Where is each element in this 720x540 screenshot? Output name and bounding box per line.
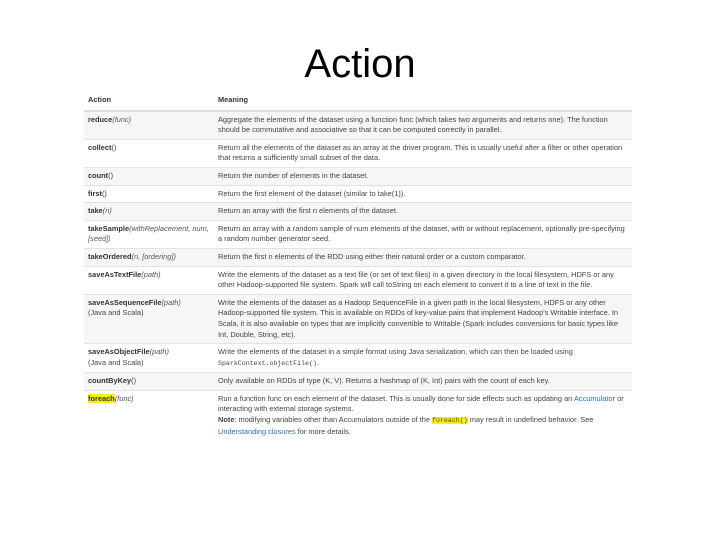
table-row [84,373,632,391]
action-cell [84,203,214,221]
meaning-cell: Aggregate the elements of the dataset using a function func (which takes two arguments and returns one). The function should be commutative and associative so that it can be computed correctly in parallel. [214,111,632,140]
meaning-cell [214,344,632,373]
table-row [84,220,632,248]
meaning-cell: Write the elements of the dataset as a Hadoop SequenceFile in a given path in the local filesystem, HDFS or any other Hadoop-supported file system. This is available on RDDs of key-value pairs that implement Hadoop's Writable interface. In Scala, it is also available on types that are implicitly convertible to Writable (Spark includes conversions for basic types like Int, Double, String, etc). [214,294,632,343]
function-name: saveAsObjectFile [88,347,150,357]
action-cell [84,111,214,140]
accumulator-link[interactable]: Accumulator [573,393,616,403]
function-name: take [88,206,103,216]
language-note: (Java and Scala) [88,357,144,367]
meaning-cell: Write the elements of the dataset as a text file (or set of text files) in a given directory in the local filesystem, HDFS or any other Hadoop-supported file system. Spark will call toString on each element to convert it to a line of text in the file. [214,266,632,294]
action-cell [84,220,214,248]
meaning-cell: Return all the elements of the dataset as an array at the driver program. This is usually useful after a filter or other operation that returns a sufficiently small subset of the data. [214,139,632,167]
language-note: (Java and Scala) [88,308,144,318]
action-cell [84,167,214,185]
action-cell [84,248,214,266]
function-args: () [108,170,114,180]
table-row [84,344,632,373]
function-name: reduce [88,114,113,124]
function-args: (path) [161,297,181,307]
table-row [84,390,632,440]
action-cell [84,185,214,203]
meaning-text: may result in undefined behavior. See [469,415,594,425]
understanding-closures-link[interactable]: Understanding closures [218,426,296,436]
meaning-cell: Return the first n elements of the RDD using either their natural order or a custom comparator. [214,248,632,266]
header-action: Action [84,90,214,111]
function-args: () [101,188,107,198]
table-row [84,167,632,185]
meaning-cell: Return the number of elements in the dataset. [214,167,632,185]
slide-title: Action [304,42,416,86]
function-name: count [88,170,109,180]
function-name: first [88,188,102,198]
function-args: (withReplacement, num, [seed]) [88,223,209,244]
table-header-row [84,90,632,111]
function-args: (n, [ordering]) [131,251,176,261]
table-row [84,139,632,167]
table-row [84,248,632,266]
meaning-text: : modifying variables other than Accumulators outside of the [234,415,430,425]
function-name: collect [88,142,112,152]
function-name: saveAsSequenceFile [88,297,162,307]
action-cell [84,294,214,343]
meaning-text: Run a function func on each element of the dataset. This is usually done for side effects such as updating an [218,393,573,403]
table-row [84,294,632,343]
spark-actions-table [84,90,632,440]
action-cell [84,373,214,391]
function-name-highlighted: foreach [88,393,115,403]
function-name: countByKey [88,376,132,386]
function-name: saveAsTextFile [88,269,142,279]
function-args: (path) [149,347,169,357]
meaning-text: Write the elements of the dataset in a simple format using Java serialization, which can then be loaded using [218,347,573,357]
meaning-cell: Return the first element of the dataset (similar to take(1)). [214,185,632,203]
function-args: (func) [114,393,134,403]
function-args: (func) [112,114,132,124]
table-row [84,203,632,221]
table-row [84,111,632,140]
inline-code: SparkContext.objectFile() [218,359,317,367]
table-row [84,185,632,203]
function-args: () [131,376,137,386]
function-args: () [111,142,117,152]
action-cell [84,266,214,294]
function-name: takeSample [88,223,130,233]
meaning-cell: Return an array with a random sample of num elements of the dataset, with or without replacement, optionally pre-specifying a random number generator seed. [214,220,632,248]
meaning-cell [214,390,632,440]
function-args: (path) [141,269,161,279]
function-args: (n) [102,206,112,216]
action-cell [84,390,214,440]
meaning-cell: Return an array with the first n elements of the dataset. [214,203,632,221]
meaning-text: or interacting with external storage systems. [218,393,624,414]
action-cell [84,139,214,167]
meaning-text: for more details. [297,426,351,436]
note-label: Note [218,415,235,425]
meaning-text-end: . [316,357,319,367]
function-name: takeOrdered [88,251,132,261]
meaning-cell: Only available on RDDs of type (K, V). Returns a hashmap of (K, Int) pairs with the count of each key. [214,373,632,391]
table-row [84,266,632,294]
action-cell [84,344,214,373]
header-meaning: Meaning [214,90,632,111]
inline-code-highlighted: foreach() [432,417,468,425]
